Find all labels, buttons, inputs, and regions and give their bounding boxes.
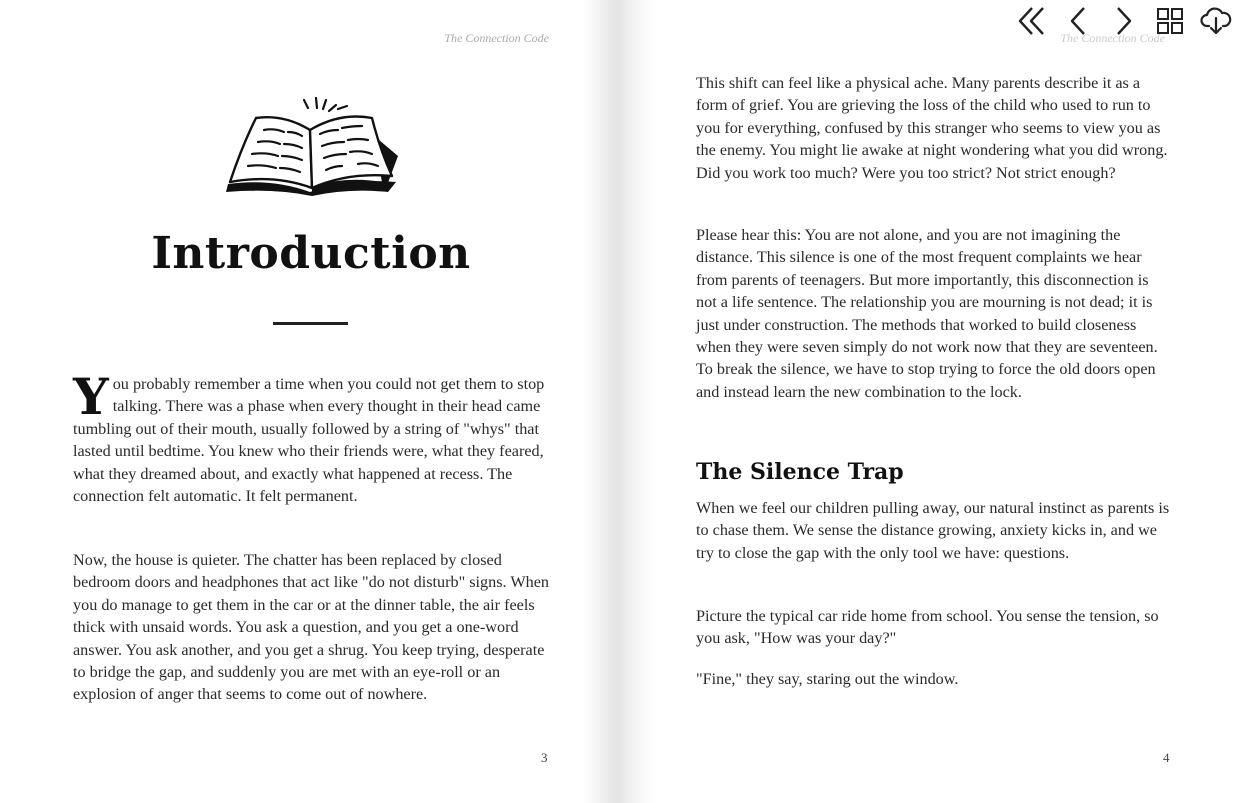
right-paragraph-3: When we feel our children pulling away, our natural instinct as parents is to chase them. We sense the distance growing, anxiety kicks in, and we try to close the gap with the only tool we have: questions. <box>696 499 1170 562</box>
download-button[interactable] <box>1199 4 1233 38</box>
paragraph-text: ou probably remember a time when you could not get them to stop talking. There was a phase when every thought in their head came tumbling out of their mouth, usually followed by a string of "whys" that lasted until bedtime. You knew who their friends were, what they feared, what they dreamed about, and exactly what happened at recess. The connection felt automatic. It felt permanent. <box>73 375 545 506</box>
page-number-right: 4 <box>1163 750 1170 765</box>
chapter-title: Introduction <box>151 228 471 279</box>
open-book-icon <box>222 96 402 198</box>
chevron-left-icon <box>1067 5 1089 37</box>
right-paragraph-5: "Fine," they say, staring out the window. <box>696 670 959 688</box>
cloud-download-icon <box>1200 6 1232 36</box>
intro-paragraph-2: Now, the house is quieter. The chatter has been replaced by closed bedroom doors and headphones that act like "do not disturb" signs. When you do manage to get them in the car or at the dinner table, the air feels thick with unsaid words. You ask a question, and you get a one-word answer. You ask another, and you get a shrug. You keep trying, desperate to bridge the gap, and suddenly you are met with an eye-roll or an explosion of anger that seems to come out of nowhere. <box>73 551 549 704</box>
reader-toolbar <box>1015 4 1233 38</box>
grid-icon <box>1156 7 1184 35</box>
right-paragraph-1: This shift can feel like a physical ache. Many parents describe it as a form of grief. You are grieving the loss of the child who used to run to you for everything, confused by this stranger who seems to view you as the enemy. You might lie awake at night wondering what you did wrong. Did you work too much? Were you too strict? Not strict enough? <box>696 74 1168 182</box>
thumbnail-grid-button[interactable] <box>1153 4 1187 38</box>
first-page-button[interactable] <box>1015 4 1049 38</box>
intro-paragraph-1 <box>73 367 551 507</box>
running-head: The Connection Code <box>444 31 549 45</box>
left-page <box>0 0 612 803</box>
double-chevron-left-icon <box>1017 5 1047 37</box>
next-page-button[interactable] <box>1107 4 1141 38</box>
previous-page-button[interactable] <box>1061 4 1095 38</box>
chevron-right-icon <box>1113 5 1135 37</box>
right-paragraph-2: Please hear this: You are not alone, and you are not imagining the distance. This silence is one of the most frequent complaints we hear from parents of teenagers. But more importantly, this disconnection is not a life sentence. The relationship you are mourning is not dead; it is just under construction. The methods that worked to build closeness when they were seven simply do not work now that they are seventeen. To break the silence, we have to stop trying to force the old doors open and instead learn the new combination to the lock. <box>696 226 1158 401</box>
section-heading: The Silence Trap <box>696 459 904 485</box>
title-divider <box>273 322 348 325</box>
right-paragraph-4: Picture the typical car ride home from school. You sense the tension, so you ask, "How was your day?" <box>696 607 1159 648</box>
running-head-right: The Connection Code <box>1060 31 1165 45</box>
page-number-left: 3 <box>541 750 548 765</box>
dropcap: Y <box>73 367 109 426</box>
